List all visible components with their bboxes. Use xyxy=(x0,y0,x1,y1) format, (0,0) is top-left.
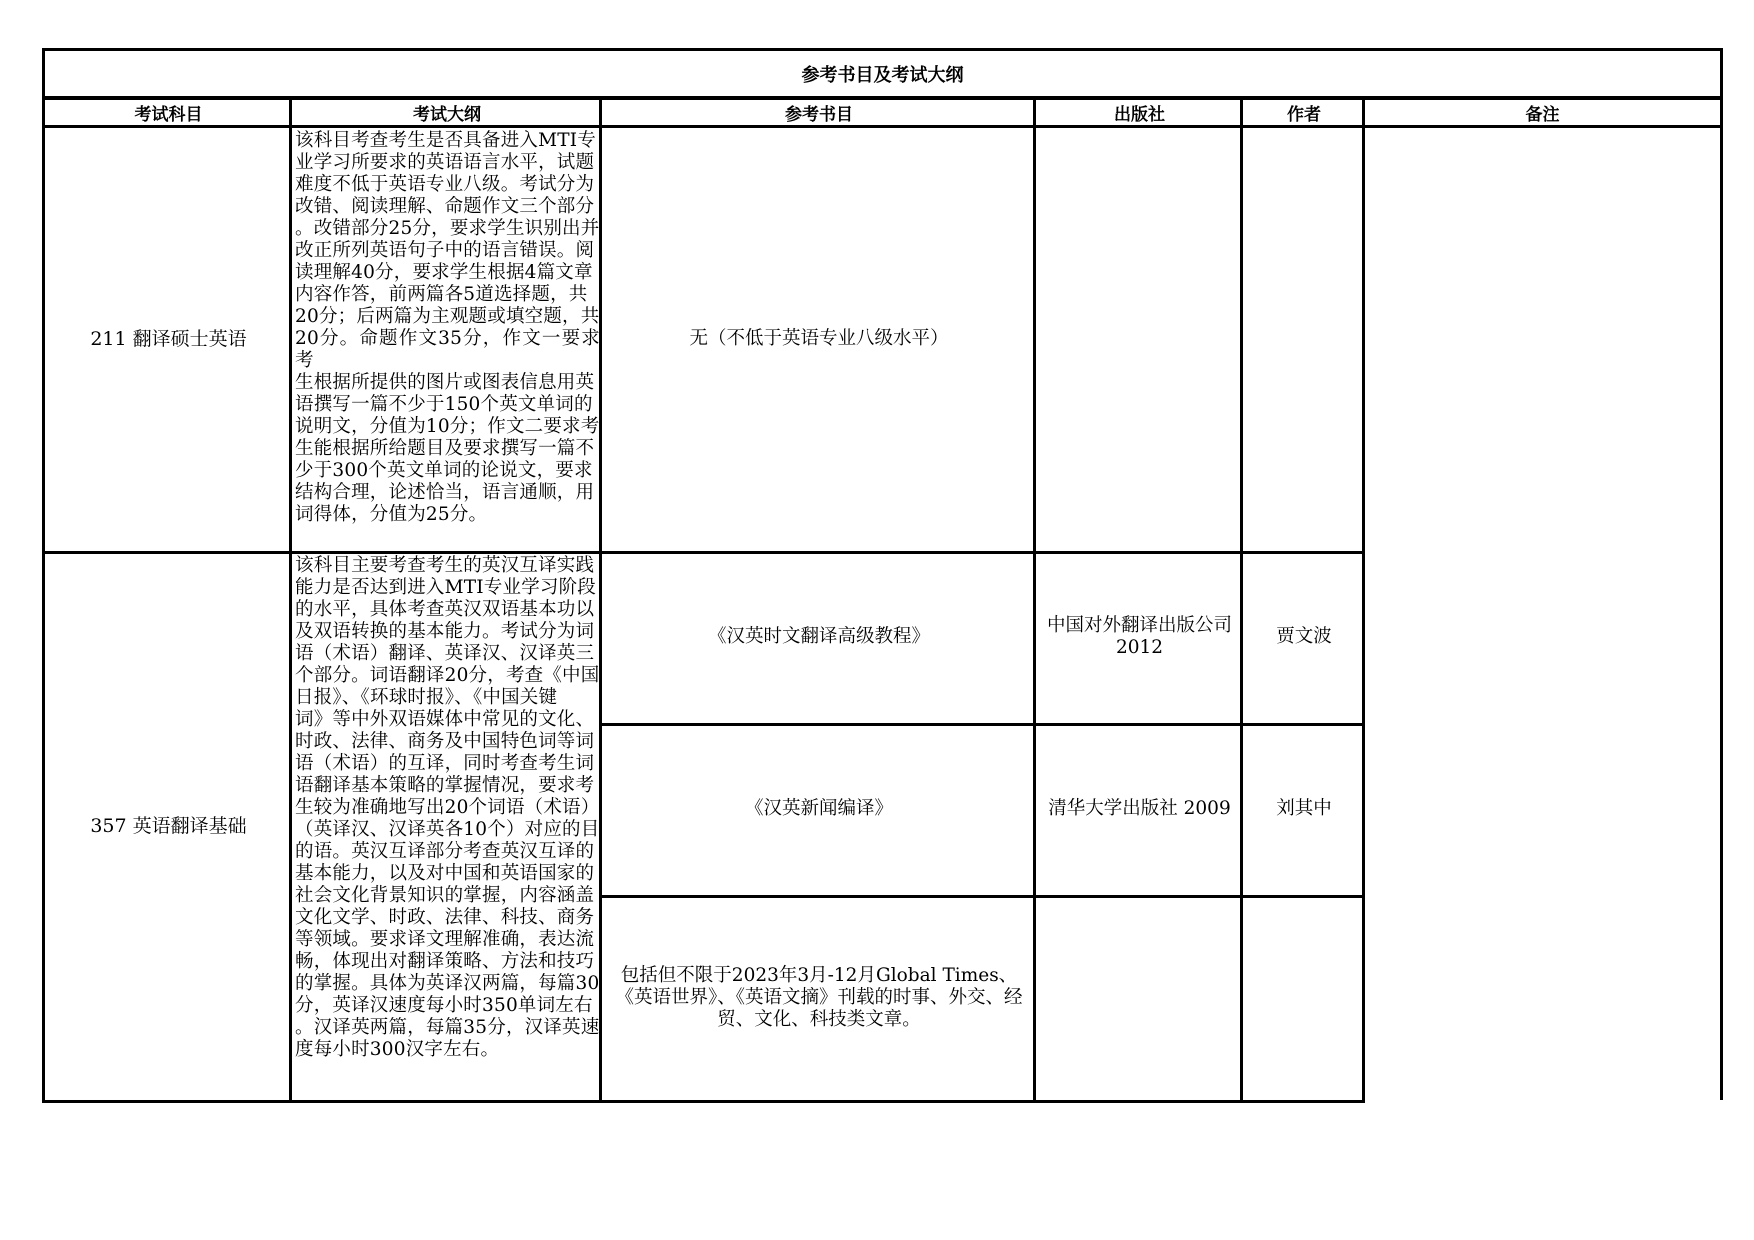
row-357-book-2-author xyxy=(1240,895,1365,1103)
outline-line: 的语。英汉互译部分考查英汉互译的 xyxy=(295,841,595,862)
outline-line: 分，英译汉速度每小时350单词左右 xyxy=(295,995,593,1016)
outline-line: 日报》、《环球时报》、《中国关键 xyxy=(295,687,558,708)
outline-line: 难度不低于英语专业八级。考试分为 xyxy=(295,174,595,195)
row-211-book-0-author xyxy=(1240,126,1365,554)
outline-line: 语（术语）的互译，同时考查考生词 xyxy=(295,753,595,774)
row-357-book-0-author: 贾文波 xyxy=(1240,551,1365,726)
row-357-book-1-author: 刘其中 xyxy=(1240,723,1365,898)
outline-line: （英译汉、汉译英各10个）对应的目 xyxy=(295,819,600,840)
header-author: 作者 xyxy=(1240,97,1365,128)
outline-line: 社会文化背景知识的掌握，内容涵盖 xyxy=(295,885,595,906)
outline-line: 该科目主要考查考生的英汉互译实践 xyxy=(295,555,595,576)
outline-line: 基本能力，以及对中国和英语国家的 xyxy=(295,863,595,884)
outline-line: 结构合理，论述恰当，语言通顺，用 xyxy=(295,482,595,503)
row-211-outline-text xyxy=(295,130,600,526)
outline-line: 20分。命题作文35分，作文一要求考 xyxy=(295,328,600,371)
outline-line: 文化文学、时政、法律、科技、商务 xyxy=(295,907,595,928)
remarks-cell xyxy=(1362,126,1723,1100)
row-211-book-0-publisher xyxy=(1033,126,1243,554)
outline-line: 能力是否达到进入MTI专业学习阶段 xyxy=(295,577,596,598)
outline-line: 词》等中外双语媒体中常见的文化、 xyxy=(295,709,595,730)
outline-line: 及双语转换的基本能力。考试分为词 xyxy=(295,621,595,642)
outline-line: 畅，体现出对翻译策略、方法和技巧 xyxy=(295,951,595,972)
row-211-outline xyxy=(289,126,602,554)
outline-line: 业学习所要求的英语语言水平，试题 xyxy=(295,152,595,173)
outline-line: 词得体，分值为25分。 xyxy=(295,504,488,525)
outline-line: 少于300个英文单词的论说文，要求 xyxy=(295,460,593,481)
table-title: 参考书目及考试大纲 xyxy=(42,48,1723,99)
row-357-book-2-publisher xyxy=(1033,895,1243,1103)
outline-line: 内容作答，前两篇各5道选择题，共 xyxy=(295,284,588,305)
row-357-book-0-title: 《汉英时文翻译高级教程》 xyxy=(599,551,1036,726)
row-357-outline xyxy=(289,551,602,1103)
row-357-subject: 357 英语翻译基础 xyxy=(42,551,292,1103)
header-publisher: 出版社 xyxy=(1033,97,1243,128)
outline-line: 语翻译基本策略的掌握情况，要求考 xyxy=(295,775,595,796)
outline-line: 改正所列英语句子中的语言错误。阅 xyxy=(295,240,595,261)
row-357-book-0-publisher: 中国对外翻译出版公司 2012 xyxy=(1033,551,1243,726)
header-reference: 参考书目 xyxy=(599,97,1036,128)
row-357-outline-text xyxy=(295,555,599,1061)
outline-line: 度每小时300汉字左右。 xyxy=(295,1039,500,1060)
outline-line: 语撰写一篇不少于150个英文单词的 xyxy=(295,394,593,415)
outline-line: 改错、阅读理解、命题作文三个部分 xyxy=(295,196,595,217)
outline-line: 时政、法律、商务及中国特色词等词 xyxy=(295,731,595,752)
outline-line: 生能根据所给题目及要求撰写一篇不 xyxy=(295,438,595,459)
outline-line: 的水平，具体考查英汉双语基本功以 xyxy=(295,599,595,620)
outline-line: 。改错部分25分，要求学生识别出并 xyxy=(295,218,600,239)
outline-line: 读理解40分，要求学生根据4篇文章 xyxy=(295,262,593,283)
row-211-book-0-title: 无（不低于英语专业八级水平） xyxy=(599,126,1036,554)
row-357-book-1-title: 《汉英新闻编译》 xyxy=(599,723,1036,898)
row-211-subject: 211 翻译硕士英语 xyxy=(42,126,292,554)
outline-line: 。汉译英两篇，每篇35分，汉译英速 xyxy=(295,1017,600,1038)
outline-line: 生根据所提供的图片或图表信息用英 xyxy=(295,372,595,393)
outline-line: 该科目考查考生是否具备进入MTI专 xyxy=(295,130,596,151)
outline-line: 20分；后两篇为主观题或填空题，共 xyxy=(295,306,600,327)
header-outline: 考试大纲 xyxy=(289,97,602,128)
row-357-book-2-title: 包括但不限于2023年3月-12月Global Times、《英语世界》、《英语文摘》刊载的时事、外交、经贸、文化、科技类文章。 xyxy=(599,895,1036,1103)
header-subject: 考试科目 xyxy=(42,97,292,128)
outline-line: 说明文，分值为10分；作文二要求考 xyxy=(295,416,600,437)
row-357-book-1-publisher: 清华大学出版社 2009 xyxy=(1033,723,1243,898)
outline-line: 语（术语）翻译、英译汉、汉译英三 xyxy=(295,643,595,664)
outline-line: 个部分。词语翻译20分，考查《中国 xyxy=(295,665,600,686)
outline-line: 的掌握。具体为英译汉两篇，每篇30 xyxy=(295,973,600,994)
outline-line: 等领域。要求译文理解准确，表达流 xyxy=(295,929,595,950)
outline-line: 生较为准确地写出20个词语（术语） xyxy=(295,797,600,818)
header-remarks: 备注 xyxy=(1362,97,1723,128)
